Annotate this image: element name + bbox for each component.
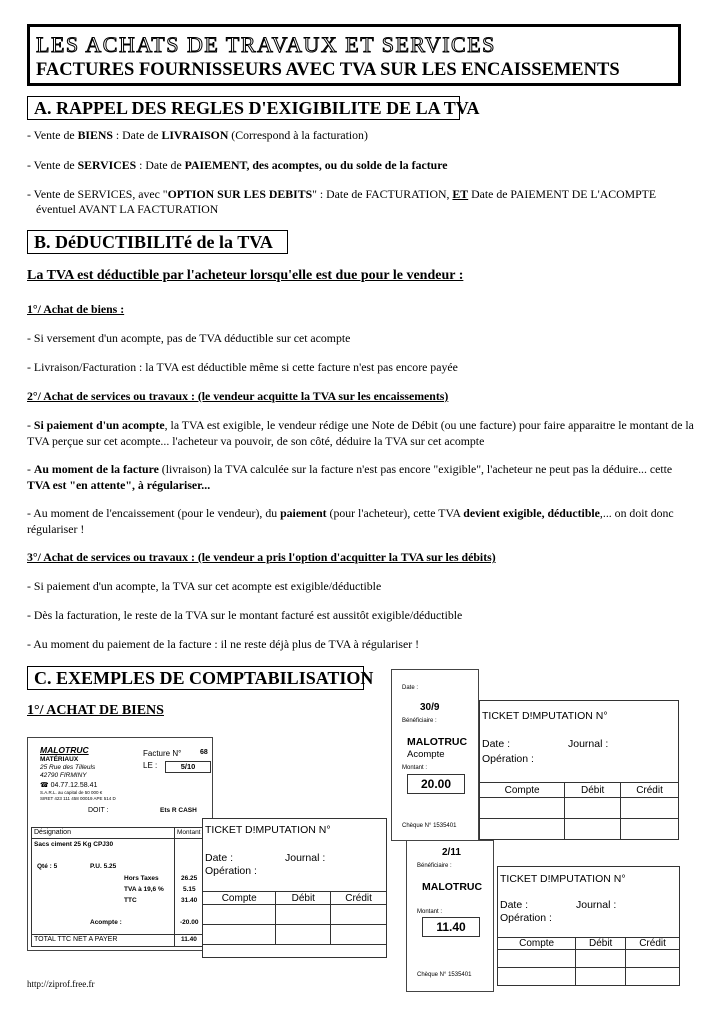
ticket-imputation-2 bbox=[479, 700, 679, 840]
invoice-client: Ets R CASH bbox=[160, 807, 197, 814]
invoice-tva-value: 5.15 bbox=[183, 886, 196, 893]
cheque2-montant-label: Montant : bbox=[417, 909, 443, 915]
invoice-ht-value: 26.25 bbox=[181, 875, 198, 882]
invoice-col-montant: Montant bbox=[177, 829, 201, 836]
main-title: LES ACHATS DE TRAVAUX ET SERVICES bbox=[36, 32, 496, 57]
invoice-acompte-value: -20.00 bbox=[180, 919, 199, 926]
title-box bbox=[27, 24, 681, 86]
cheque1-amount: 20.00 bbox=[407, 774, 465, 794]
ticket-col-credit: Crédit bbox=[621, 783, 679, 798]
invoice-ht-label: Hors Taxes bbox=[124, 875, 159, 882]
invoice-legal-2: SIRET 423 111 458 00019 APE 514 D bbox=[40, 796, 116, 801]
ticket-table bbox=[202, 891, 387, 945]
invoice-acompte-label: Acompte : bbox=[90, 919, 122, 926]
ticket-col-credit: Crédit bbox=[626, 938, 680, 950]
ticket-journal-label: Journal : bbox=[568, 738, 609, 750]
ticket-operation-label: Opération : bbox=[500, 912, 552, 924]
invoice-ttc-value: 31.40 bbox=[181, 897, 198, 904]
subsection-b1-title: 1°/ Achat de biens : bbox=[27, 302, 125, 316]
ticket-operation-label: Opération : bbox=[205, 865, 257, 877]
invoice-phone: ☎ 04.77.12.58.41 bbox=[40, 782, 98, 789]
invoice-number-label: Facture N° bbox=[143, 749, 182, 758]
invoice-company-sub: MATÉRIAUX bbox=[40, 756, 79, 763]
ticket-title: TICKET D!MPUTATION N° bbox=[500, 873, 626, 885]
invoice-legal-1: S.A.R.L. au capital de 50 000 € bbox=[40, 790, 103, 795]
invoice-total-label: TOTAL TTC NET A PAYER bbox=[34, 936, 118, 943]
invoice-address-2: 42790 FIRMINY bbox=[40, 772, 87, 779]
subsection-b3-title: 3°/ Achat de services ou travaux : (le vendeur a pris l'option d'acquitter la TVA sur les débits) bbox=[27, 550, 496, 564]
ticket-title: TICKET D!MPUTATION N° bbox=[482, 710, 608, 722]
rule-option-debits: - Vente de SERVICES, avec "OPTION SUR LES DEBITS" : Date de FACTURATION, ET Date de PAIEMENT DE L'ACOMPTE bbox=[27, 187, 657, 201]
invoice-total-value: 11.40 bbox=[181, 936, 197, 943]
cheque1-number: Chèque N° 1535401 bbox=[402, 823, 457, 829]
invoice-scan bbox=[27, 737, 213, 951]
ticket-operation-label: Opération : bbox=[482, 753, 534, 765]
section-a-heading: A. RAPPEL DES REGLES D'EXIGIBILITE DE LA TVA bbox=[27, 96, 460, 120]
ticket-table bbox=[497, 937, 680, 986]
subsection-b2-title: 2°/ Achat de services ou travaux : (le vendeur acquitte la TVA sur les encaissements) bbox=[27, 389, 449, 403]
invoice-ttc-label: TTC bbox=[124, 897, 137, 904]
invoice-qty: Qté : 5 bbox=[37, 863, 58, 870]
invoice-address-1: 25 Rue des Tilleuls bbox=[40, 764, 96, 771]
cheque1-date: 30/9 bbox=[420, 702, 440, 713]
ticket-col-compte: Compte bbox=[498, 938, 576, 950]
cheque1-benef: MALOTRUC bbox=[407, 736, 468, 748]
ticket-journal-label: Journal : bbox=[576, 899, 617, 911]
section-b-heading: B. DéDUCTIBILITé de la TVA bbox=[27, 230, 288, 254]
ticket-imputation-3 bbox=[497, 866, 680, 986]
cheque-1 bbox=[391, 669, 479, 841]
subsection-c1-title: 1°/ ACHAT DE BIENS bbox=[27, 703, 164, 718]
invoice-doit-label: DOIT : bbox=[88, 807, 109, 814]
b2-para-1: - Si paiement d'un acompte, la TVA est exigible, le vendeur rédige une Note de Débit (ou une facture) pour faire apparaitre le montant de la TVA perçue sur cet acompte... l'acheteur va pouvoir, de son côté, déduire la TVA sur cet acompte bbox=[27, 418, 694, 448]
b3-line-2: - Dès la facturation, le reste de la TVA sur le montant facturé est aussitôt exigible/déductible bbox=[27, 608, 463, 622]
cheque2-benef: MALOTRUC bbox=[422, 881, 483, 893]
ticket-col-debit: Débit bbox=[576, 938, 626, 950]
b2-para-2: - Au moment de la facture (livraison) la TVA calculée sur la facture n'est pas encore "exigible", l'acheteur ne peut pas la déduire... cette TVA est "en attente", à régulariser... bbox=[27, 462, 673, 492]
ticket-col-debit: Débit bbox=[276, 892, 331, 905]
invoice-date: 5/10 bbox=[165, 761, 211, 773]
cheque-2 bbox=[406, 840, 494, 992]
ticket-title: TICKET D!MPUTATION N° bbox=[205, 824, 331, 836]
invoice-item: Sacs ciment 25 Kg CPJ30 bbox=[34, 841, 114, 848]
b2-para-3: - Au moment de l'encaissement (pour le vendeur), du paiement (pour l'acheteur), cette TVA devient exigible, déductible,... on doit donc régulariser ! bbox=[27, 506, 674, 536]
section-b-intro: La TVA est déductible par l'acheteur lorsqu'elle est due pour le vendeur : bbox=[27, 268, 464, 283]
invoice-company: MALOTRUC bbox=[40, 745, 89, 755]
ticket-date-label: Date : bbox=[482, 738, 511, 750]
ticket-col-credit: Crédit bbox=[331, 892, 387, 905]
ticket-col-compte: Compte bbox=[480, 783, 565, 798]
invoice-table bbox=[31, 827, 211, 947]
section-c-heading: C. EXEMPLES DE COMPTABILISATION bbox=[27, 666, 364, 690]
ticket-table bbox=[479, 782, 679, 840]
cheque1-memo: Acompte bbox=[407, 749, 445, 760]
b3-line-3: - Au moment du paiement de la facture : il ne reste déjà plus de TVA à régulariser ! bbox=[27, 637, 420, 651]
b3-line-1: - Si paiement d'un acompte, la TVA sur cet acompte est exigible/déductible bbox=[27, 579, 382, 593]
invoice-date-label: LE : bbox=[143, 761, 158, 770]
rule-option-debits-cont: éventuel AVANT LA FACTURATION bbox=[36, 202, 219, 216]
invoice-tva-label: TVA à 19,6 % bbox=[124, 886, 164, 893]
ticket-col-compte: Compte bbox=[203, 892, 276, 905]
footer-url[interactable]: http://ziprof.free.fr bbox=[27, 979, 95, 989]
rule-services: - Vente de SERVICES : Date de PAIEMENT, des acomptes, ou du solde de la facture bbox=[27, 158, 448, 172]
b1-line-2: - Livraison/Facturation : la TVA est déductible même si cette facture n'est pas encore payée bbox=[27, 360, 458, 374]
invoice-pu: P.U. 5.25 bbox=[90, 863, 117, 870]
subtitle: FACTURES FOURNISSEURS AVEC TVA SUR LES ENCAISSEMENTS bbox=[36, 60, 620, 80]
cheque2-amount: 11.40 bbox=[422, 917, 480, 937]
invoice-number: 68 bbox=[200, 749, 208, 756]
cheque2-date: 2/11 bbox=[442, 847, 461, 858]
rule-biens: - Vente de BIENS : Date de LIVRAISON (Correspond à la facturation) bbox=[27, 128, 368, 142]
b1-line-1: - Si versement d'un acompte, pas de TVA déductible sur cet acompte bbox=[27, 331, 351, 345]
ticket-imputation-1 bbox=[202, 818, 387, 958]
invoice-col-designation: Désignation bbox=[34, 829, 71, 836]
cheque2-benef-label: Bénéficiaire : bbox=[417, 863, 452, 869]
ticket-date-label: Date : bbox=[205, 852, 234, 864]
cheque1-montant-label: Montant : bbox=[402, 765, 428, 771]
cheque1-benef-label: Bénéficiaire : bbox=[402, 718, 437, 724]
cheque2-number: Chèque N° 1535401 bbox=[417, 972, 472, 978]
ticket-col-debit: Débit bbox=[565, 783, 621, 798]
ticket-date-label: Date : bbox=[500, 899, 529, 911]
ticket-journal-label: Journal : bbox=[285, 852, 326, 864]
cheque1-date-label: Date : bbox=[402, 685, 419, 691]
